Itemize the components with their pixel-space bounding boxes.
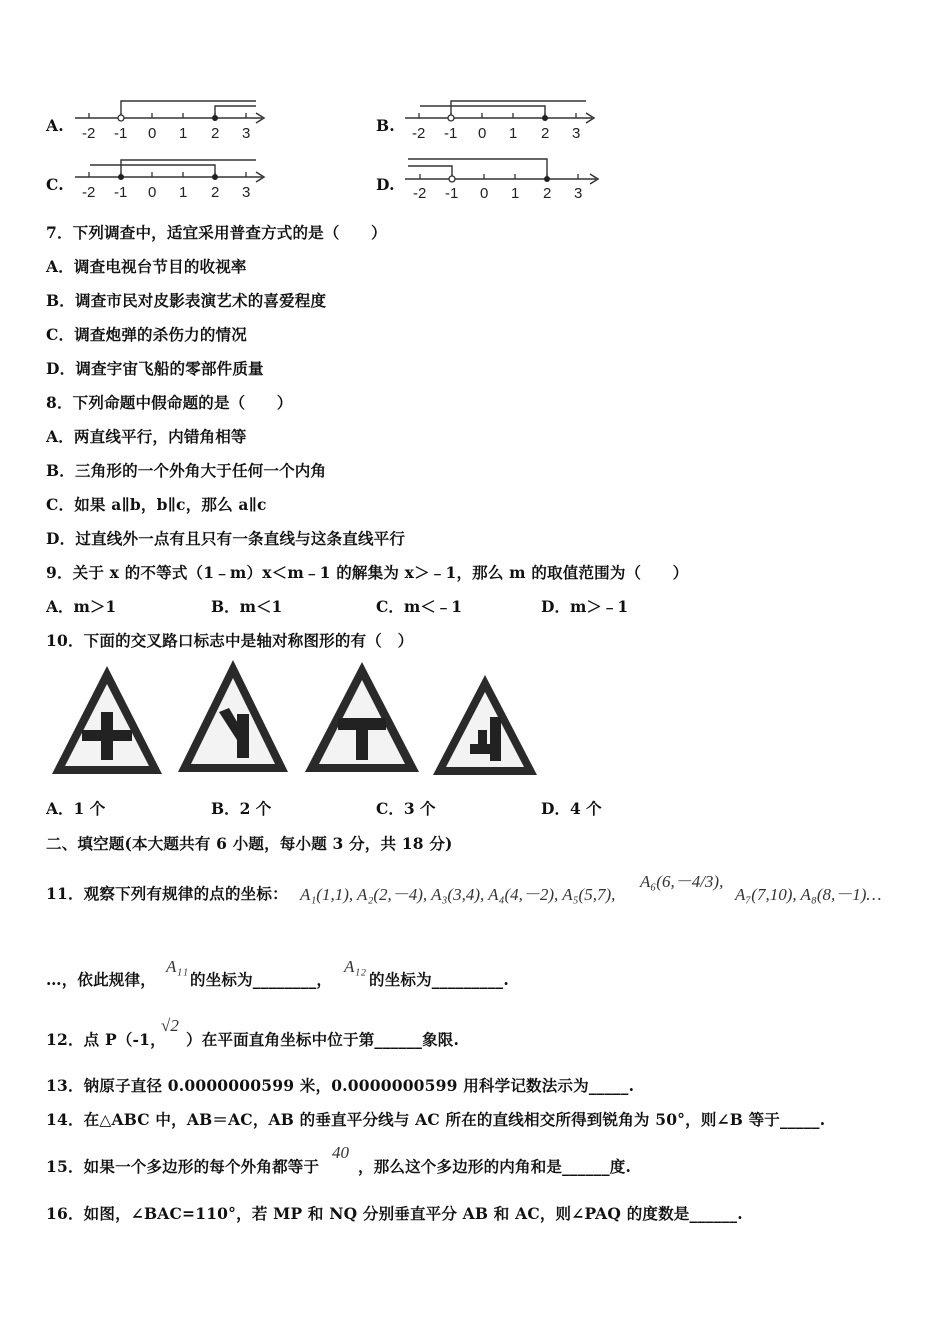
q8-option-b: B．三角形的一个外角大于任何一个内角 <box>46 461 327 480</box>
q11-points-a6: A₆(6,－4/3), <box>640 872 724 891</box>
tick-label: 0 <box>478 125 487 142</box>
number-line-a <box>70 96 270 144</box>
q10-option-b: B．2 个 <box>211 799 272 818</box>
q11-line2-a: …，依此规律， <box>46 970 156 989</box>
tick-label: 1 <box>511 185 520 202</box>
q10-stem: 10．下面的交叉路口标志中是轴对称图形的有（ ） <box>46 631 414 650</box>
q8-option-a: A．两直线平行，内错角相等 <box>46 427 247 446</box>
q11-line2-b: 的坐标为________， <box>190 970 333 989</box>
q10-option-c: C．3 个 <box>376 799 436 818</box>
tick-label: 1 <box>179 125 188 142</box>
tick-label: -2 <box>412 125 426 142</box>
q15-part-b: ，那么这个多边形的内角和是______度. <box>358 1157 632 1176</box>
road-sign-side-junction <box>430 672 540 778</box>
tick-label: -1 <box>114 125 128 142</box>
tick-label: -2 <box>82 125 96 142</box>
tick-label: 3 <box>574 185 583 202</box>
option-c-label: C. <box>46 175 64 194</box>
tick-label: 3 <box>572 125 581 142</box>
q9-stem: 9．关于 x 的不等式（1﹣m）x＜m﹣1 的解集为 x＞﹣1，那么 m 的取值范围为（ ） <box>46 563 689 582</box>
q13-text: 13．钠原子直径 0.0000000599 米，0.0000000599 用科学记数法示为_____. <box>46 1076 635 1095</box>
q9-option-b: B．m＜1 <box>211 597 283 616</box>
tick-label: -1 <box>445 185 459 202</box>
q12-sqrt2: √2 <box>161 1016 179 1035</box>
option-b-label: B. <box>376 116 395 135</box>
q7-option-d: D．调查宇宙飞船的零部件质量 <box>46 359 264 378</box>
q11-line2-c: 的坐标为_________. <box>369 970 509 989</box>
q8-option-d: D．过直线外一点有且只有一条直线与这条直线平行 <box>46 529 406 548</box>
tick-label: -2 <box>413 185 427 202</box>
number-line-b <box>400 96 600 144</box>
road-sign-t-junction <box>302 660 422 776</box>
tick-label: 0 <box>480 185 489 202</box>
q11-prefix: 11．观察下列有规律的点的坐标： <box>46 884 288 903</box>
tick-label: 3 <box>242 125 251 142</box>
q16-text: 16．如图，∠BAC=110°，若 MP 和 NQ 分别垂直平分 AB 和 AC，则∠PAQ 的度数是______. <box>46 1204 743 1223</box>
tick-label: 2 <box>543 185 552 202</box>
tick-label: 0 <box>148 184 157 201</box>
q15-part-a: 15．如果一个多边形的每个外角都等于 <box>46 1157 320 1176</box>
tick-label: -1 <box>114 184 128 201</box>
q12-part-a: 12．点 P（-1， <box>46 1030 166 1049</box>
number-line-c <box>70 155 270 203</box>
q7-option-a: A．调查电视台节目的收视率 <box>46 257 247 276</box>
tick-label: -1 <box>444 125 458 142</box>
q9-option-a: A．m＞1 <box>46 597 117 616</box>
q11-a12: A₁₂ <box>344 957 367 976</box>
tick-label: 3 <box>242 184 251 201</box>
q8-stem: 8．下列命题中假命题的是（ ） <box>46 393 293 412</box>
q9-option-d: D．m＞﹣1 <box>541 597 629 616</box>
q11-points-1: A₁(1,1), A₂(2,－4), A₃(3,4), A₄(4,－2), A₅(5,7), <box>300 885 616 904</box>
tick-label: 0 <box>148 125 157 142</box>
q15-degree-value: 40 <box>332 1143 349 1162</box>
q7-option-b: B．调查市民对皮影表演艺术的喜爱程度 <box>46 291 327 310</box>
tick-label: -2 <box>82 184 96 201</box>
q12-part-b: ）在平面直角坐标中位于第______象限. <box>186 1030 460 1049</box>
q11-points-2: A₇(7,10), A₈(8,－1)… <box>735 885 882 904</box>
tick-label: 1 <box>179 184 188 201</box>
section-heading: 二、填空题(本大题共有 6 小题，每小题 3 分，共 18 分) <box>46 834 453 853</box>
tick-label: 2 <box>541 125 550 142</box>
q10-option-d: D．4 个 <box>541 799 602 818</box>
road-sign-cross <box>48 662 166 778</box>
tick-label: 2 <box>211 125 220 142</box>
road-sign-y-junction <box>175 656 291 776</box>
tick-label: 2 <box>211 184 220 201</box>
q14-text: 14．在△ABC 中，AB＝AC，AB 的垂直平分线与 AC 所在的直线相交所得到锐角为 50°，则∠B 等于_____. <box>46 1110 826 1129</box>
q11-a11: A₁₁ <box>166 957 189 976</box>
q7-stem: 7．下列调查中，适宜采用普查方式的是（ ） <box>46 223 387 242</box>
number-line-d <box>400 155 605 203</box>
q9-option-c: C．m＜﹣1 <box>376 597 463 616</box>
q7-option-c: C．调查炮弹的杀伤力的情况 <box>46 325 247 344</box>
q10-option-a: A．1 个 <box>46 799 106 818</box>
option-d-label: D. <box>376 175 395 194</box>
tick-label: 1 <box>509 125 518 142</box>
q8-option-c: C．如果 a∥b，b∥c，那么 a∥c <box>46 495 267 514</box>
option-a-label: A. <box>46 116 64 135</box>
